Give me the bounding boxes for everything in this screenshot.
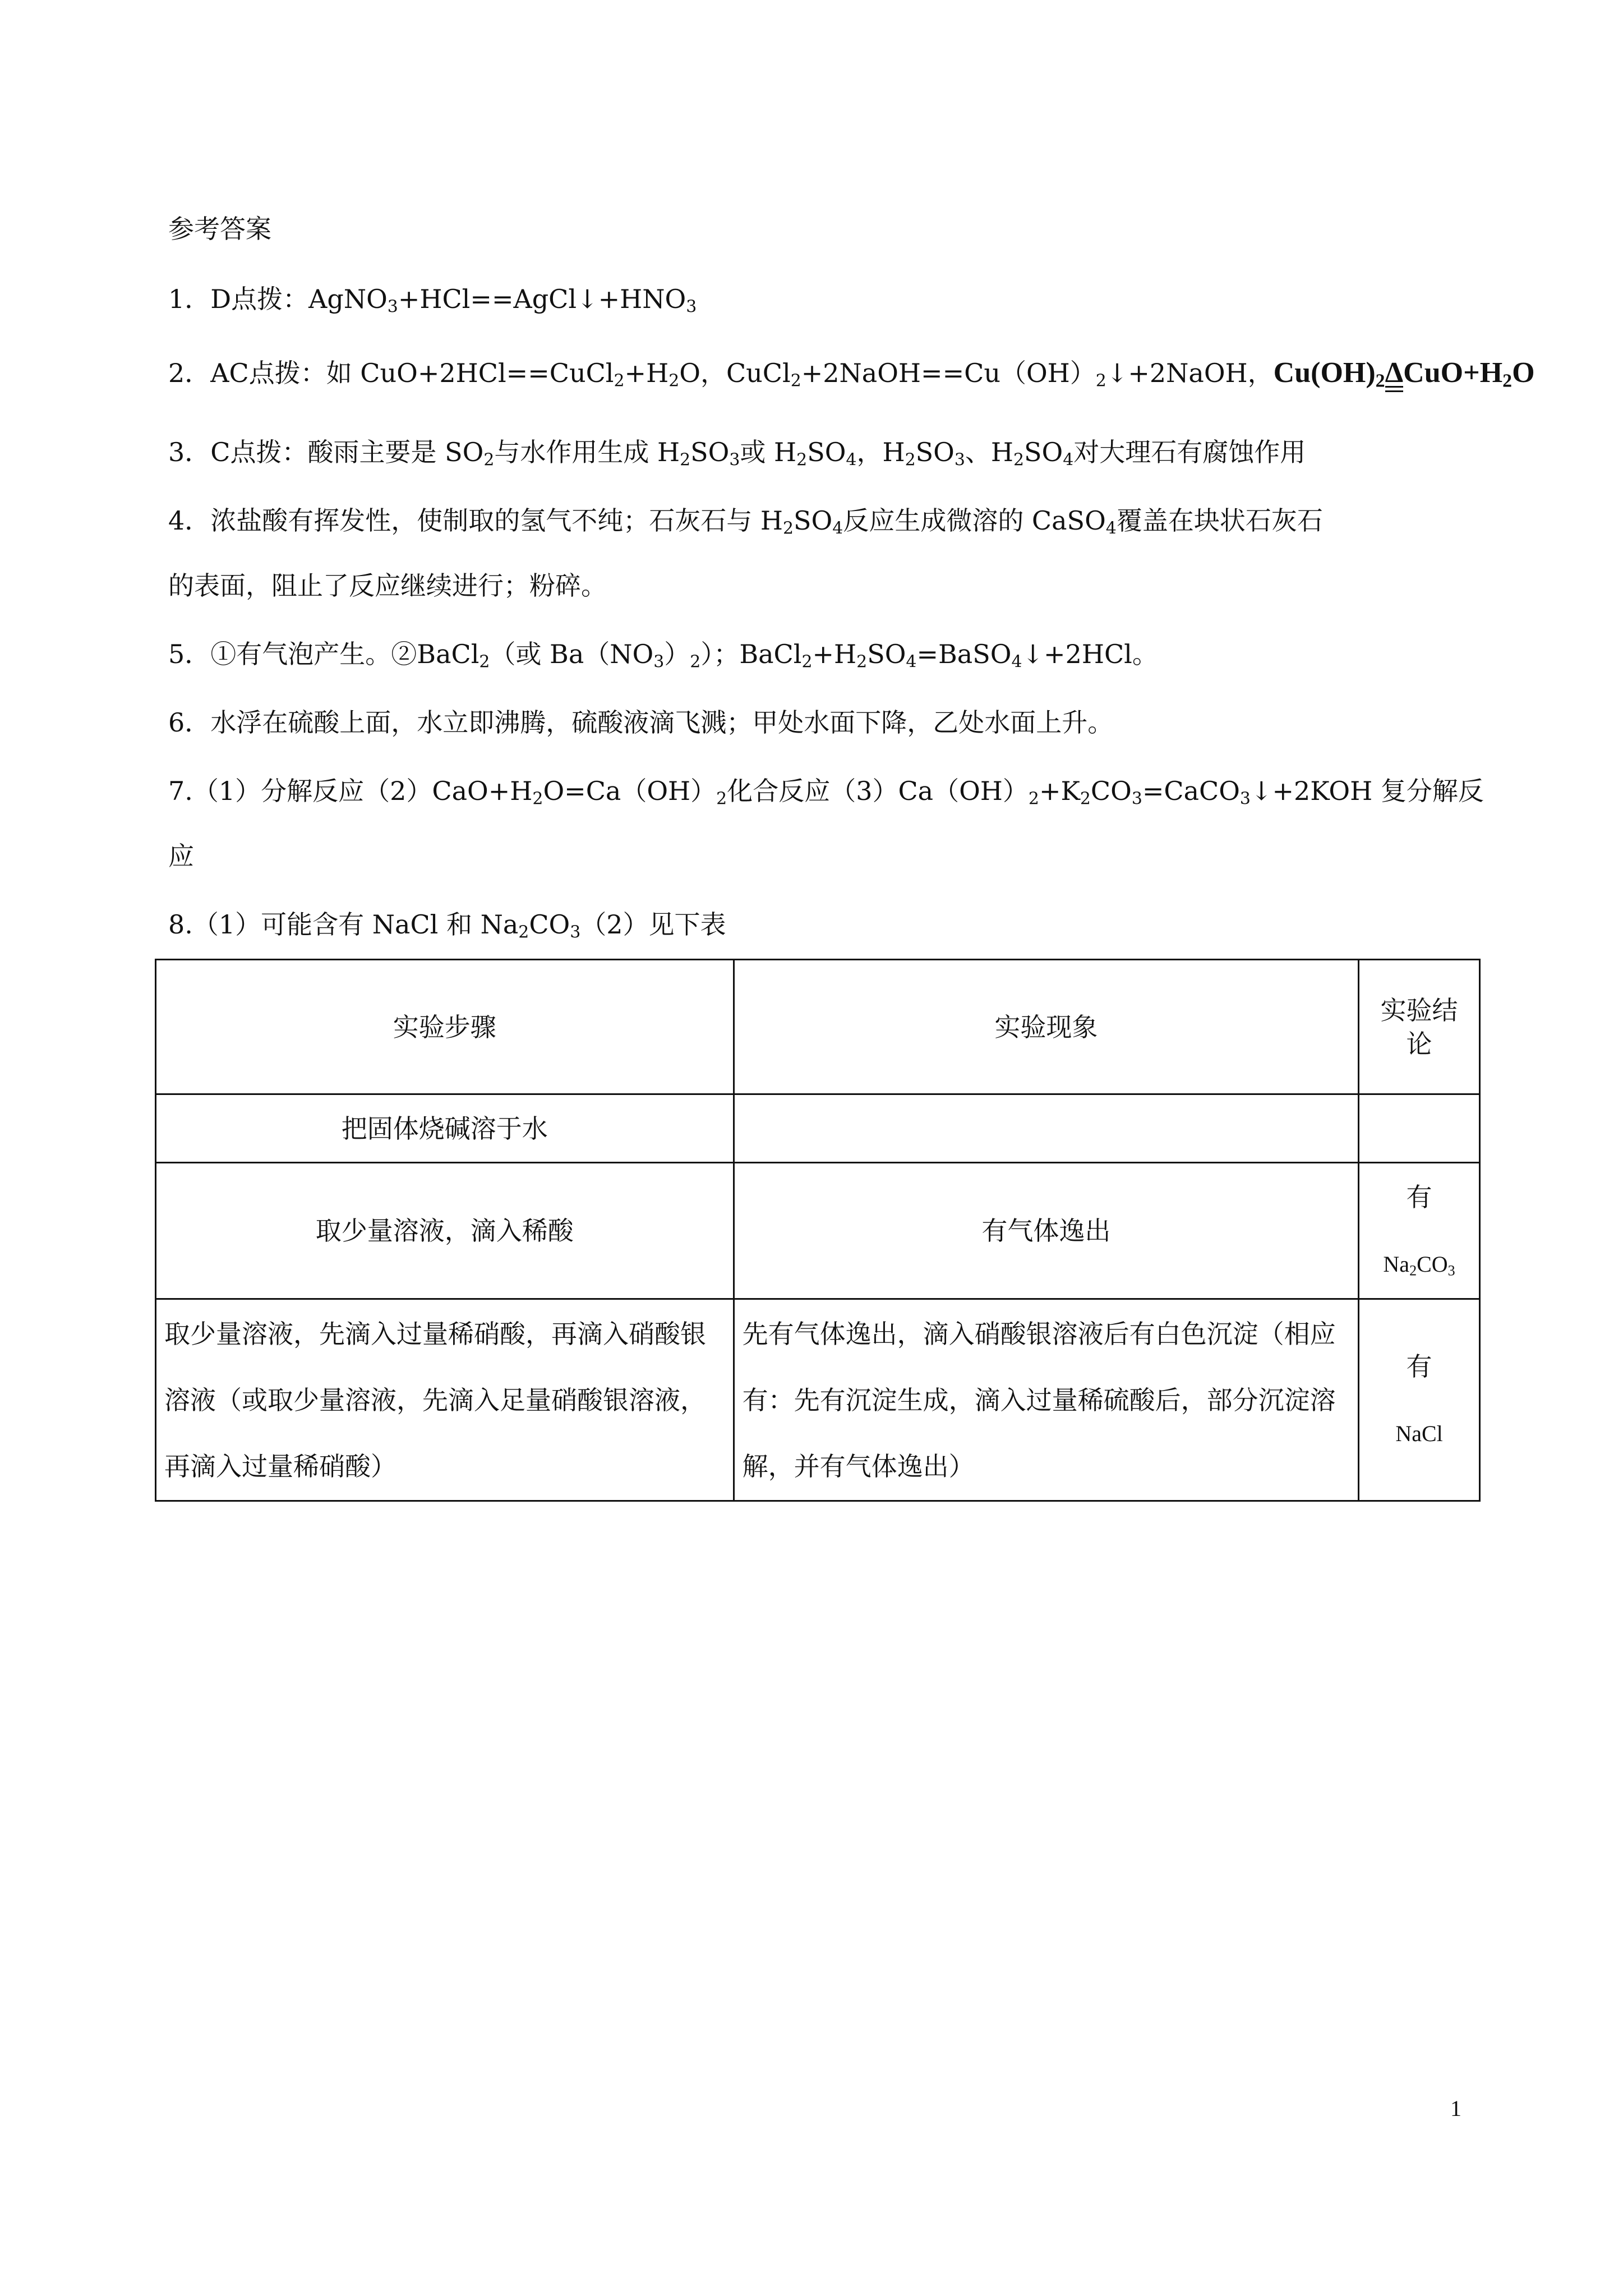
- equation-decomposition: $Cu(OH)_2\Delta$ $CuO+H_2O$: [1273, 357, 1535, 392]
- step-cell: 把固体烧碱溶于水: [156, 1094, 734, 1163]
- answer-7-line1: 7.（1）分解反应$(2)CaO+H_2O=Ca(OH)_2$化合反应$(3)Ca(OH)_2+K_2CO_3=CaCO_3↓+2KOH$ 复分解反: [168, 776, 1484, 809]
- table-row: [156, 1299, 1480, 1501]
- conclusion-cell: [1359, 1299, 1480, 1501]
- answer-1: 1．D点拨：$AgNO_3+HCl==AgCl↓+HNO_3$: [168, 284, 697, 317]
- phenomenon-cell: 先有气体逸出，滴入硝酸银溶液后有白色沉淀（相应有：先有沉淀生成，滴入过量稀硫酸后，部分沉淀溶解，并有气体逸出）: [734, 1299, 1358, 1501]
- table-header-row: [156, 960, 1480, 1094]
- conclusion-formula: $Na_2CO_3$: [1383, 1251, 1455, 1279]
- answer-8: 8.（1）可能含有 NaCl 和 $Na_2CO_3(2)$见下表: [168, 909, 726, 942]
- conclusion-cell: [1359, 1163, 1480, 1299]
- table-row: [156, 1094, 1480, 1163]
- answer-4-line2: 的表面，阻止了反应继续进行；粉碎。: [168, 570, 607, 601]
- page-number: 1: [1450, 2096, 1461, 2121]
- phenomenon-cell: [734, 1094, 1358, 1163]
- answer-2: 2．AC点拨：如 $CuO+2HCl==CuCl_2+H_2O$，$CuCl_2+2NaOH==Cu(OH)_2↓+2NaOH$，$Cu(OH)_2\Delta$ $CuO+H_2O$: [168, 357, 1535, 392]
- answer-4-line1: 4．浓盐酸有挥发性，使制取的氢气不纯；石灰石与 $H_2SO_4$反应生成微溶的 CaSO$_4$覆盖在块状石灰石: [168, 505, 1323, 539]
- step-cell: 取少量溶液，先滴入过量稀硝酸，再滴入硝酸银溶液（或取少量溶液，先滴入足量硝酸银溶液，再滴入过量稀硝酸）: [156, 1299, 734, 1501]
- conclusion-text: 有: [1406, 1351, 1432, 1382]
- answer-3: 3．C点拨：酸雨主要是 $SO_2$与水作用生成 $H_2SO_3$或 $H_2SO_4$，$H_2SO_3$、$H_2SO_4$对大理石有腐蚀作用: [168, 437, 1306, 470]
- header-phenomenon: 实验现象: [734, 960, 1358, 1094]
- experiment-table: [155, 959, 1481, 1502]
- phenomenon-cell: 有气体逸出: [734, 1163, 1358, 1299]
- conclusion-text: 有: [1406, 1182, 1432, 1212]
- header-step: 实验步骤: [156, 960, 734, 1094]
- answer-7-line2: 应: [168, 841, 194, 871]
- step-cell: 取少量溶液，滴入稀酸: [156, 1163, 734, 1299]
- conclusion-cell: [1359, 1094, 1480, 1163]
- answer-5: 5．①有气泡产生。②BaCl$_2$（或 $Ba(NO_3)_2$）；$BaCl_2+H_2SO_4=BaSO_4↓+2HCl$。: [168, 639, 1158, 672]
- header-conclusion: 实验结论: [1359, 960, 1480, 1094]
- answer-6: 6．水浮在硫酸上面，水立即沸腾，硫酸液滴飞溅；甲处水面下降，乙处水面上升。: [168, 707, 1114, 738]
- conclusion-formula: NaCl: [1395, 1420, 1443, 1446]
- table-row: [156, 1163, 1480, 1299]
- answer-heading: 参考答案: [168, 214, 271, 244]
